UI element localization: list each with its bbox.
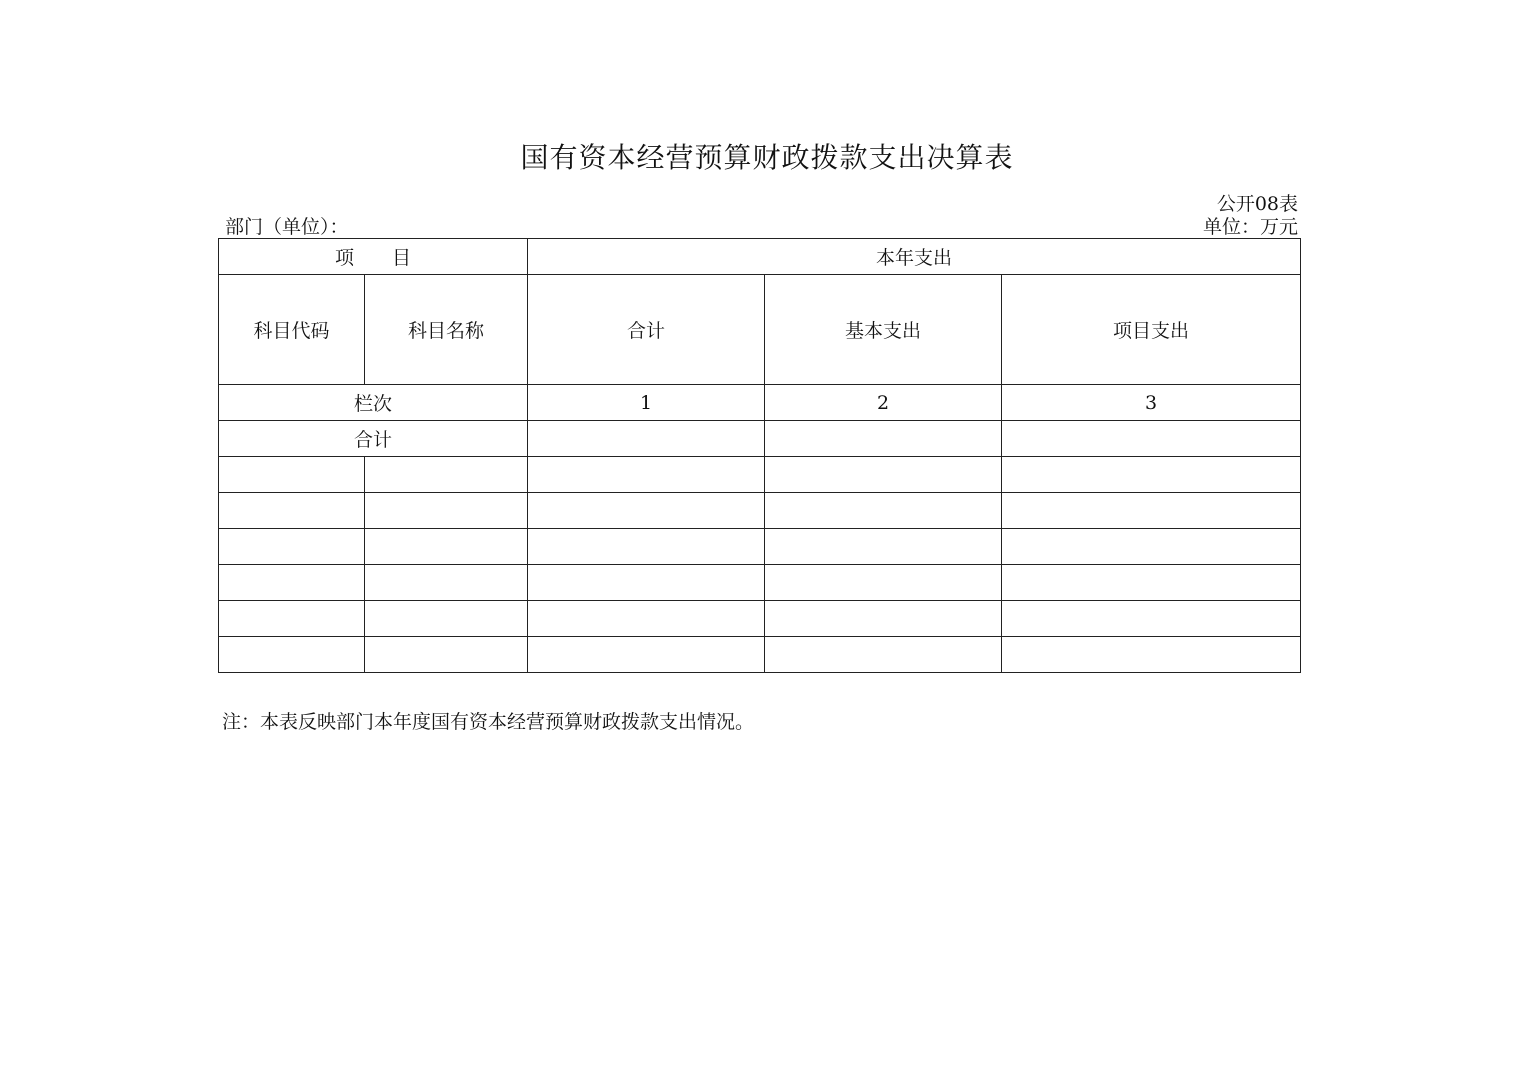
column-number-2: 2	[765, 385, 1002, 421]
header-project: 项目支出	[1002, 275, 1301, 385]
table-cell	[765, 493, 1002, 529]
header-row-2	[219, 275, 1301, 385]
table-cell	[219, 601, 365, 637]
unit-label: 单位：万元	[1202, 216, 1298, 238]
table-row	[219, 529, 1301, 565]
table-cell	[765, 637, 1002, 673]
table-cell	[219, 493, 365, 529]
table-cell	[528, 601, 765, 637]
table-row	[219, 457, 1301, 493]
page-title: 国有资本经营预算财政拨款支出决算表	[520, 141, 1014, 174]
header-subject-code: 科目代码	[219, 275, 365, 385]
footnote: 注：本表反映部门本年度国有资本经营预算财政拨款支出情况。	[222, 711, 755, 733]
table-row	[219, 493, 1301, 529]
table-cell	[528, 565, 765, 601]
department-label: 部门（单位）：	[225, 216, 349, 238]
table-cell	[1002, 637, 1301, 673]
header-current-year: 本年支出	[528, 239, 1301, 275]
table-cell	[365, 457, 528, 493]
table-cell	[219, 457, 365, 493]
table-cell	[1002, 529, 1301, 565]
table-code: 公开08表	[1216, 193, 1298, 215]
total-row-label: 合计	[219, 421, 528, 457]
table-cell	[765, 529, 1002, 565]
total-cell	[765, 421, 1002, 457]
table-cell	[528, 637, 765, 673]
column-number-1: 1	[528, 385, 765, 421]
total-cell	[528, 421, 765, 457]
header-subject-name: 科目名称	[365, 275, 528, 385]
header-basic: 基本支出	[765, 275, 1002, 385]
column-number-3: 3	[1002, 385, 1301, 421]
table-cell	[219, 529, 365, 565]
table-cell	[219, 637, 365, 673]
table-cell	[365, 601, 528, 637]
header-row-1	[219, 239, 1301, 275]
header-item: 项 目	[219, 239, 528, 275]
table-cell	[365, 529, 528, 565]
table-cell	[528, 493, 765, 529]
header-total: 合计	[528, 275, 765, 385]
table-cell	[765, 601, 1002, 637]
table-row	[219, 637, 1301, 673]
table-cell	[1002, 457, 1301, 493]
table-cell	[528, 529, 765, 565]
table-cell	[1002, 601, 1301, 637]
table-cell	[365, 565, 528, 601]
column-number-label: 栏次	[219, 385, 528, 421]
column-number-row	[219, 385, 1301, 421]
table-cell	[365, 493, 528, 529]
table-cell	[765, 565, 1002, 601]
table-cell	[365, 637, 528, 673]
table-cell	[528, 457, 765, 493]
table-cell	[1002, 565, 1301, 601]
table-row	[219, 565, 1301, 601]
table-cell	[219, 565, 365, 601]
total-cell	[1002, 421, 1301, 457]
table-row	[219, 601, 1301, 637]
table-cell	[1002, 493, 1301, 529]
table-cell	[765, 457, 1002, 493]
total-row	[219, 421, 1301, 457]
budget-table	[218, 238, 1301, 673]
